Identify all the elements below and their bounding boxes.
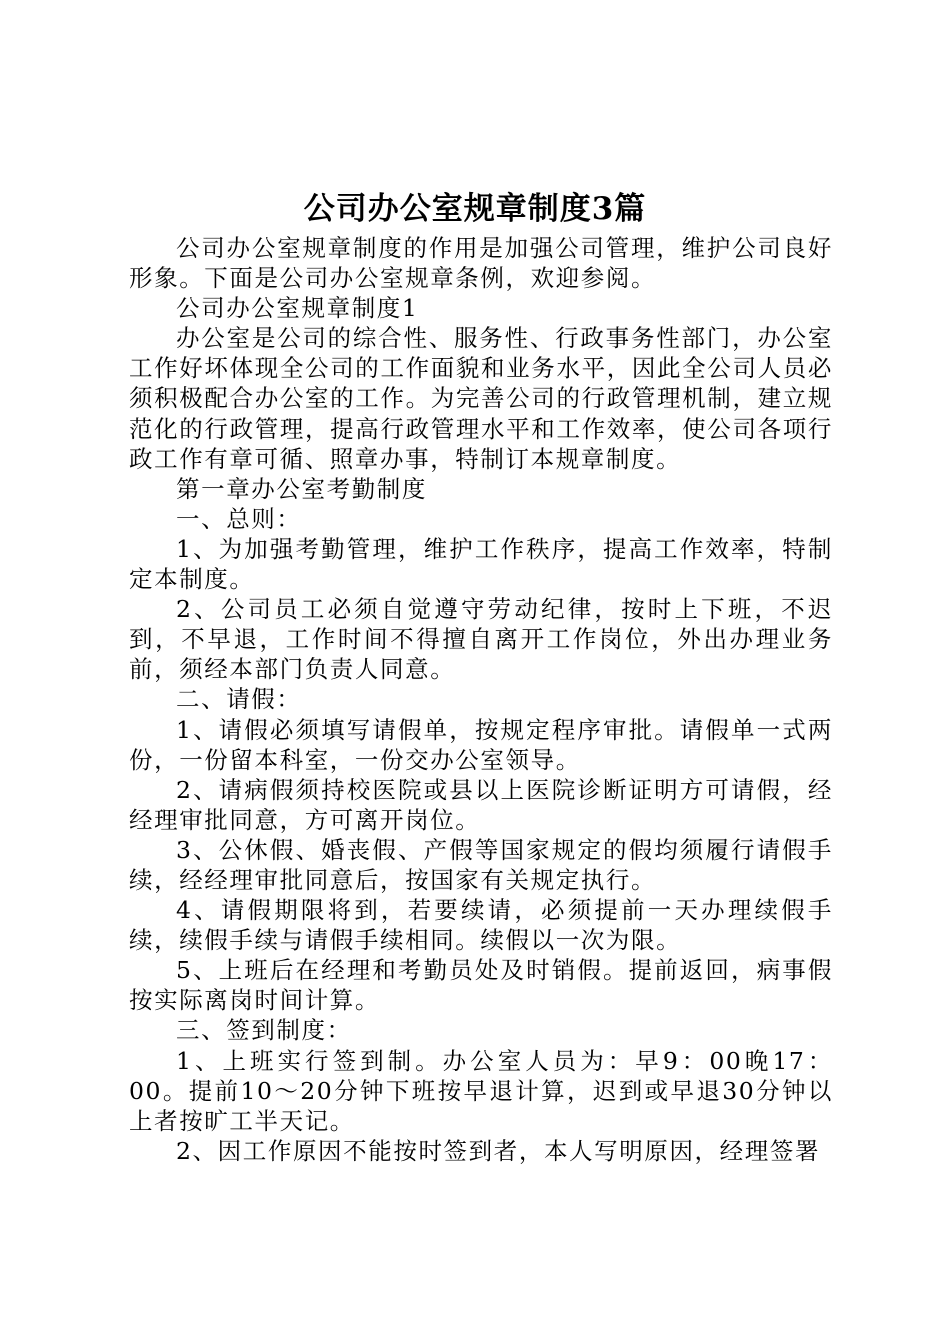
paragraph-section-heading: 公司办公室规章制度1 <box>176 294 419 323</box>
paragraph-leave-1: 1、请假必须填写请假单，按规定程序审批。请假单一式两份，一份留本科室，一份交办公室领导。 <box>129 715 833 774</box>
paragraph-leave-4: 4、请假期限将到，若要续请，必须提前一天办理续假手续，续假手续与请假手续相同。续假以一次为限。 <box>129 896 833 955</box>
paragraph-leave-heading: 二、请假： <box>176 685 302 714</box>
paragraph-signin-1: 1、上班实行签到制。办公室人员为：早9：00晚17：00。提前10～20分钟下班按早退计算，迟到或早退30分钟以上者按旷工半天记。 <box>129 1046 833 1135</box>
paragraph-signin-2: 2、因工作原因不能按时签到者，本人写明原因，经理签署 <box>176 1136 821 1165</box>
paragraph-signin-heading: 三、签到制度： <box>176 1016 352 1045</box>
paragraph-general-heading: 一、总则： <box>176 504 302 533</box>
paragraph-leave-3: 3、公休假、婚丧假、产假等国家规定的假均须履行请假手续，经经理审批同意后，按国家有关规定执行。 <box>129 835 833 894</box>
paragraph-intro: 公司办公室规章制度的作用是加强公司管理，维护公司良好形象。下面是公司办公室规章条例，欢迎参阅。 <box>129 234 833 293</box>
paragraph-leave-5: 5、上班后在经理和考勤员处及时销假。提前返回，病事假按实际离岗时间计算。 <box>129 956 833 1015</box>
paragraph-general-1: 1、为加强考勤管理，维护工作秩序，提高工作效率，特制定本制度。 <box>129 534 833 594</box>
paragraph-leave-2: 2、请病假须持校医院或县以上医院诊断证明方可请假，经经理审批同意，方可离开岗位。 <box>129 775 833 834</box>
paragraph-office-overview: 办公室是公司的综合性、服务性、行政事务性部门，办公室工作好坏体现全公司的工作面貌和业务水平，因此全公司人员必须积极配合办公室的工作。为完善公司的行政管理机制，建立规范化的行政管理，提高行政管理水平和工作效率，使公司各项行政工作有章可循、照章办事，特制订本规章制度。 <box>129 324 833 473</box>
paragraph-general-2: 2、公司员工必须自觉遵守劳动纪律，按时上下班，不迟到，不早退，工作时间不得擅自离开工作岗位，外出办理业务前，须经本部门负责人同意。 <box>129 595 833 684</box>
document-title: 公司办公室规章制度3篇 <box>303 191 647 227</box>
document-body <box>129 233 833 1166</box>
paragraph-chapter-heading: 第一章办公室考勤制度 <box>176 474 427 503</box>
